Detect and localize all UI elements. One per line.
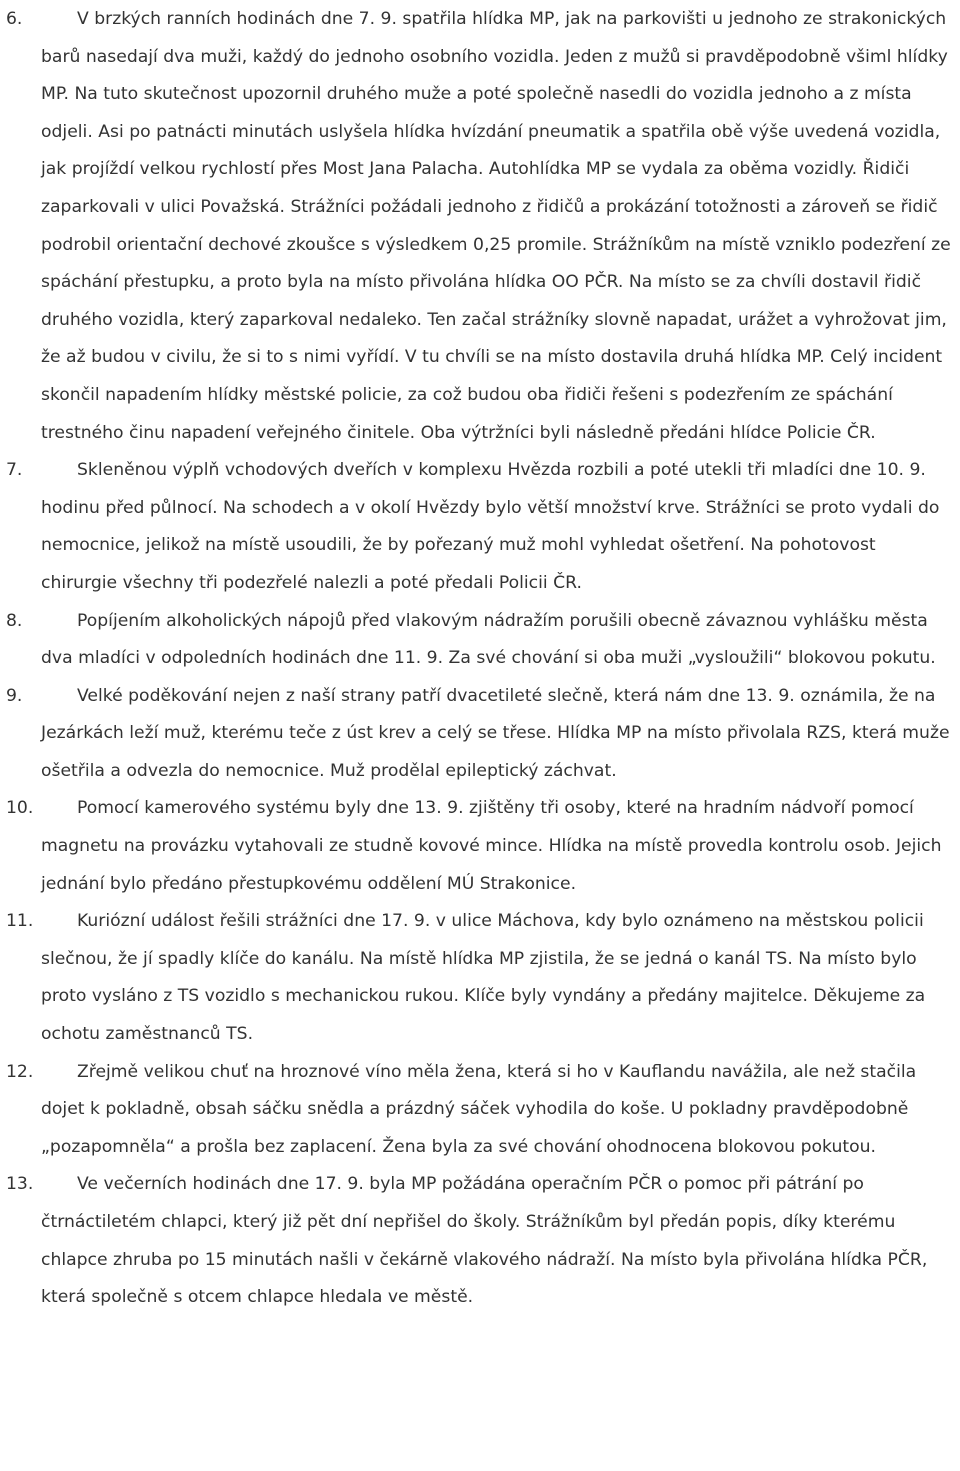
item-number: 6. [6, 9, 23, 29]
item-text: Velké poděkování nejen z naší strany patří dvacetileté slečně, která nám dne 13. 9. oznámila, že na Jezárkách leží muž, kterému teče z úst krev a celý se třese. Hlídka MP na místo přivolala RZS, která muže ošetřila a odvezla do nemocnice. Muž prodělal epileptický záchvat. [41, 685, 950, 781]
item-number: 7. [6, 460, 23, 481]
item-text: Pomocí kamerového systému byly dne 13. 9. zjištěny tři osoby, které na hradním nádvoří pomocí magnetu na provázku vytahovali ze studně kovové mince. Hlídka na místě provedla kontrolu osob. Jejich jednání bylo předáno přestupkovému oddělení MÚ Strakonice. [41, 798, 942, 894]
item-number: 8. [6, 610, 23, 631]
item-text: V brzkých ranních hodinách dne 7. 9. spatřila hlídka MP, jak na parkovišti u jednoho ze strakonických barů nasedají dva muži, každý do jednoho osobního vozidla. Jeden z mužů si pravděpodobně všiml hlídky MP. Na tuto skutečnost upozornil druhého muže a poté společně nasedli do vozidla jednoho a z místa odjeli. Asi po patnácti minutách uslyšela hlídka hvízdání pneumatik a spatřila obě výše uvedená vozidla, jak projíždí velkou rychlostí přes Most Jana Palacha. Autohlídka MP se vydala za oběma vozidly. Řidiči zaparkovali v ulici Považská. Strážníci požádali jednoho z řidičů a prokázání totožnosti a zároveň se řidič podrobil orientační dechové zkoušce s výsledkem 0,25 promile. Strážníkům na místě vzniklo podezření ze spáchání přestupku, a proto byla na místo přivolána hlídka OO PČR. Na místo se za chvíli dostavil řidič druhého vozidla, který zaparkoval nedaleko. Ten začal strážníky slovně napadat, urážet a vyhrožovat jim, že až budou v civilu, že si to s nimi vyřídí. V tu chvíli se na místo dostavila druhá hlídka MP. Celý incident skončil napadením hlídky městské policie, za což budou oba řidiči řešeni s podezřením ze spáchání trestného činu napadení veřejného činitele. Oba výtržníci byli následně předáni hlídce Policie ČR. [41, 9, 951, 443]
item-text: Ve večerních hodinách dne 17. 9. byla MP požádána operačním PČR o pomoc při pátrání po čtrnáctiletém chlapci, který již pět dní nepřišel do školy. Strážníkům byl předán popis, díky kterému chlapce zhruba po 15 minutách našli v čekárně vlakového nádraží. Na místo byla přivolána hlídka PČR, která společně s otcem chlapce hledala ve městě. [41, 1174, 928, 1308]
item-text: Zřejmě velikou chuť na hroznové víno měla žena, která si ho v Kauflandu navážila, ale než stačila dojet k pokladně, obsah sáčku snědla a prázdný sáček vyhodila do koše. U pokladny pravděpodobně „pozapomněla“ a prošla bez zaplacení. Žena byla za své chování ohodnocena blokovou pokutou. [41, 1061, 917, 1157]
list-item-7 [0, 452, 960, 602]
list-item-9 [0, 678, 960, 791]
list-item-13 [0, 1166, 960, 1316]
list-item-11 [0, 903, 960, 1053]
item-number: 12. [6, 1061, 34, 1082]
item-number: 11. [6, 911, 34, 932]
item-number: 9. [6, 685, 23, 706]
list-item-10 [0, 790, 960, 903]
list-item-12 [0, 1054, 960, 1167]
item-number: 13. [6, 1174, 34, 1195]
item-text: Skleněnou výplň vchodových dveřích v komplexu Hvězda rozbili a poté utekli tři mladíci dne 10. 9. hodinu před půlnocí. Na schodech a v okolí Hvězdy bylo větší množství krve. Strážníci se proto vydali do nemocnice, jelikož na místě usoudili, že by pořezaný muž mohl vyhledat ošetření. Na pohotovost chirurgie všechny tři podezřelé nalezli a poté předali Policii ČR. [41, 460, 940, 593]
item-number: 10. [6, 798, 34, 819]
item-text: Popíjením alkoholických nápojů před vlakovým nádražím porušili obecně závaznou vyhlášku města dva mladíci v odpoledních hodinách dne 11. 9. Za své chování si oba muži „vysloužili“ blokovou pokutu. [41, 610, 936, 669]
item-text: Kuriózní událost řešili strážníci dne 17. 9. v ulice Máchova, kdy bylo oznámeno na městskou policii slečnou, že jí spadly klíče do kanálu. Na místě hlídka MP zjistila, že se jedná o kanál TS. Na místo bylo proto vysláno z TS vozidlo s mechanickou rukou. Klíče byly vyndány a předány majitelce. Děkujeme za ochotu zaměstnanců TS. [41, 911, 926, 1045]
list-item-6 [0, 1, 960, 452]
list-item-8 [0, 603, 960, 678]
